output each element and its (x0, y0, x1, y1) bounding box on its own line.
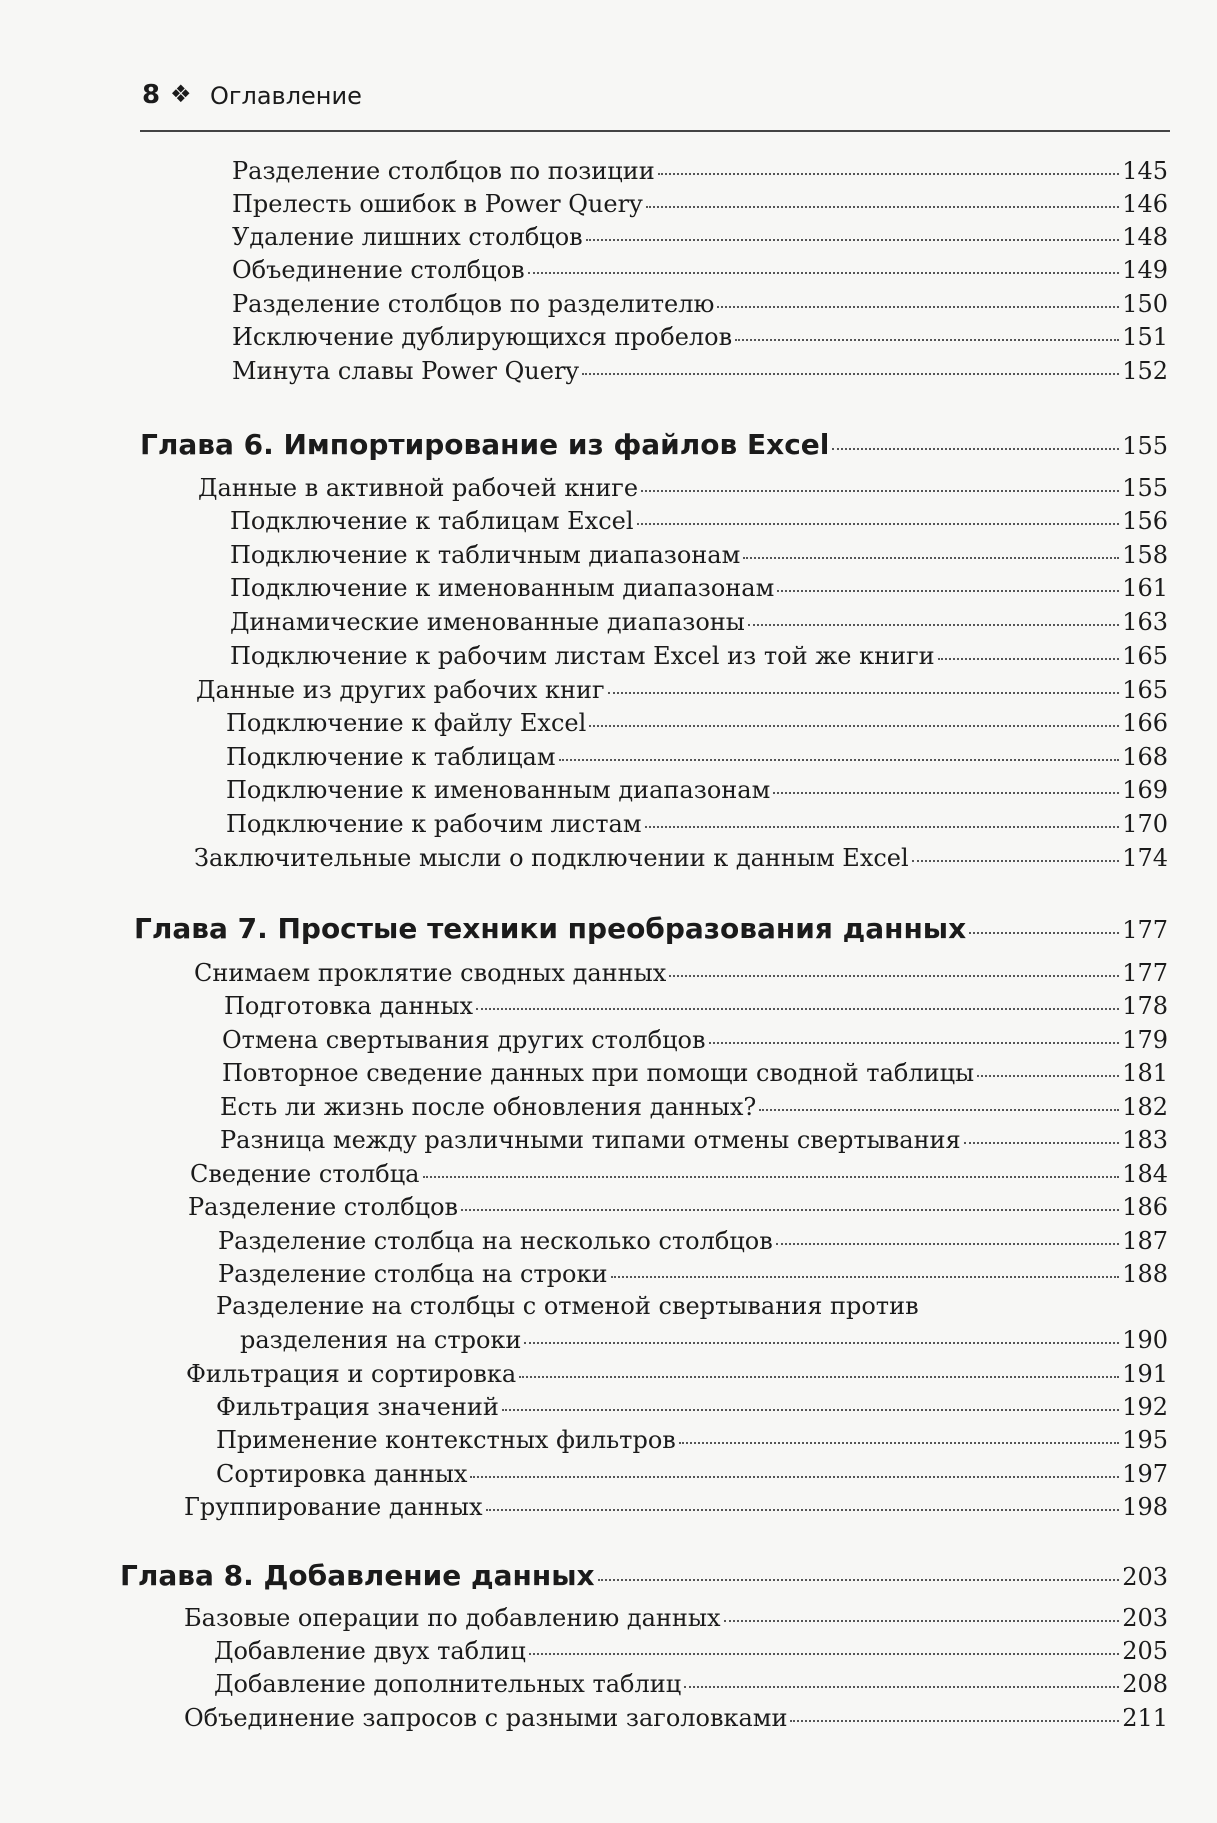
toc-entry-title: Повторное сведение данных при помощи сводной таблицы (222, 1059, 975, 1087)
dot-leader (777, 590, 1119, 592)
toc-page-number: 181 (1122, 1059, 1168, 1087)
toc-page-number: 198 (1122, 1493, 1168, 1521)
toc-page-number: 186 (1122, 1193, 1168, 1221)
toc-subsection[interactable] (218, 1259, 1168, 1289)
dot-leader (938, 658, 1120, 660)
toc-entry-title: Подключение к табличным диапазонам (230, 541, 741, 569)
toc-subsection[interactable] (216, 1425, 1168, 1455)
toc-page-number: 169 (1122, 776, 1168, 804)
toc-section[interactable] (184, 1703, 1168, 1733)
toc-subsection[interactable] (226, 775, 1168, 805)
toc-section[interactable] (194, 843, 1168, 873)
toc-section[interactable] (194, 958, 1168, 988)
dot-leader (679, 1442, 1119, 1444)
toc-subsection[interactable] (216, 1392, 1168, 1422)
toc-entry-title: Применение контекстных фильтров (216, 1426, 676, 1454)
dot-leader (637, 523, 1120, 525)
toc-subsection[interactable] (230, 540, 1168, 570)
toc-page-number: 203 (1122, 1563, 1168, 1591)
toc-subsection[interactable] (230, 573, 1168, 603)
toc-page-number: 195 (1122, 1426, 1168, 1454)
toc-subsection[interactable] (226, 742, 1168, 772)
dot-leader (964, 1142, 1119, 1144)
toc-entry-title: Подключение к именованным диапазонам (226, 776, 771, 804)
toc-entry-title: Заключительные мысли о подключении к данным Excel (194, 844, 909, 872)
toc-entry-title: Снимаем проклятие сводных данных (194, 959, 667, 987)
dot-leader (790, 1720, 1119, 1722)
toc-page-number: 150 (1122, 290, 1168, 318)
dot-leader (524, 1342, 1119, 1344)
toc-page-number: 166 (1122, 709, 1168, 737)
toc-page-number: 211 (1122, 1704, 1168, 1732)
toc-entry-title: Объединение запросов с разными заголовками (184, 1704, 788, 1732)
toc-chapter[interactable] (120, 1558, 1168, 1594)
dot-leader (598, 1579, 1120, 1581)
dot-leader (528, 272, 1120, 274)
toc-subsection[interactable] (222, 1058, 1168, 1088)
toc-subsection[interactable] (232, 255, 1168, 285)
dot-leader (476, 1008, 1119, 1010)
dot-leader (977, 1075, 1119, 1077)
toc-page-number: 165 (1122, 676, 1168, 704)
dot-leader (748, 624, 1119, 626)
toc-entry-title: Глава 7. Простые техники преобразования данных (134, 912, 967, 945)
toc-subsection[interactable] (232, 289, 1168, 319)
toc-subsection[interactable] (214, 1636, 1168, 1666)
toc-page-number: 148 (1122, 223, 1168, 251)
toc-page-number: 188 (1122, 1260, 1168, 1288)
page-number: 8 (142, 80, 161, 110)
toc-page-number: 155 (1122, 432, 1168, 460)
toc-entry-title: Подключение к файлу Excel (226, 709, 587, 737)
toc-page-number: 165 (1122, 642, 1168, 670)
toc-entry-title: Подключение к именованным диапазонам (230, 574, 775, 602)
dot-leader (969, 932, 1119, 934)
toc-page-number: 152 (1122, 357, 1168, 385)
dot-leader (519, 1376, 1119, 1378)
toc-page-number: 208 (1122, 1670, 1168, 1698)
toc-entry-title: Динамические именованные диапазоны (230, 608, 745, 636)
toc-chapter[interactable] (140, 427, 1168, 463)
toc-page-number: 182 (1122, 1093, 1168, 1121)
toc-subsection[interactable] (216, 1459, 1168, 1489)
toc-page-number: 203 (1122, 1604, 1168, 1632)
toc-entry-title: Данные в активной рабочей книге (198, 474, 639, 502)
dot-leader (589, 725, 1119, 727)
dot-leader (724, 1620, 1120, 1622)
dot-leader (735, 339, 1119, 341)
dot-leader (559, 759, 1120, 761)
dot-leader (582, 373, 1119, 375)
toc-entry-title: Подключение к таблицам Excel (230, 507, 634, 535)
toc-entry-title: Удаление лишних столбцов (232, 223, 583, 251)
toc-section[interactable] (190, 1159, 1168, 1189)
toc-page-number: 191 (1122, 1360, 1168, 1388)
toc-entry-title: Разделение столбца на строки (218, 1260, 608, 1288)
toc-section[interactable] (198, 473, 1168, 503)
toc-subsection[interactable] (230, 607, 1168, 637)
toc-subsection[interactable] (230, 641, 1168, 671)
dot-leader (709, 1042, 1120, 1044)
toc-page-number: 156 (1122, 507, 1168, 535)
toc-page-number: 149 (1122, 256, 1168, 284)
toc-page-number: 151 (1122, 323, 1168, 351)
toc-subsection[interactable] (220, 1092, 1168, 1122)
page-header (140, 70, 1170, 132)
dot-leader (773, 792, 1119, 794)
toc-page-number: 184 (1122, 1160, 1168, 1188)
dot-leader (645, 826, 1120, 828)
dot-leader (470, 1476, 1119, 1478)
toc-subsection[interactable] (222, 1025, 1168, 1055)
dot-leader (611, 1276, 1120, 1278)
toc-entry-title: Подключение к рабочим листам (226, 810, 642, 838)
toc-subsection[interactable] (224, 991, 1168, 1021)
toc-section[interactable] (196, 675, 1168, 705)
toc-page-number: 197 (1122, 1460, 1168, 1488)
toc-page-number: 179 (1122, 1026, 1168, 1054)
toc-entry-title: разделения на строки (240, 1326, 522, 1354)
toc-entry-title: Есть ли жизнь после обновления данных? (220, 1093, 757, 1121)
toc-page-number: 174 (1122, 844, 1168, 872)
toc-page-number: 177 (1122, 959, 1168, 987)
toc-page-number: 205 (1122, 1637, 1168, 1665)
toc-chapter[interactable] (134, 911, 1168, 947)
dot-leader (461, 1209, 1119, 1211)
dot-leader (658, 173, 1119, 175)
toc-page-number: 192 (1122, 1393, 1168, 1421)
dot-leader (502, 1409, 1119, 1411)
toc-entry-title: Подготовка данных (224, 992, 474, 1020)
toc-entry-title: Добавление дополнительных таблиц (214, 1670, 682, 1698)
toc-page-number: 168 (1122, 743, 1168, 771)
toc-page-number: 178 (1122, 992, 1168, 1020)
toc-subsection[interactable] (232, 156, 1168, 186)
toc-entry-title: Базовые операции по добавлению данных (184, 1604, 721, 1632)
dot-leader (669, 975, 1119, 977)
dot-leader (684, 1686, 1119, 1688)
dot-leader (486, 1509, 1120, 1511)
toc-page-number: 170 (1122, 810, 1168, 838)
toc-entry-title: Фильтрация значений (216, 1393, 499, 1421)
toc-section[interactable] (186, 1359, 1168, 1389)
toc-page-number: 163 (1122, 608, 1168, 636)
toc-subsection[interactable] (218, 1226, 1168, 1256)
toc-subsection[interactable] (232, 222, 1168, 252)
toc-entry-title: Разделение столбца на несколько столбцов (218, 1227, 773, 1255)
toc-entry-title: Группирование данных (184, 1493, 483, 1521)
dot-leader (776, 1243, 1119, 1245)
dot-leader (529, 1653, 1119, 1655)
toc-page-number: 187 (1122, 1227, 1168, 1255)
toc-entry-title: Прелесть ошибок в Power Query (232, 190, 643, 218)
toc-subsection[interactable] (226, 809, 1168, 839)
toc-entry-title: Подключение к рабочим листам Excel из той же книги (230, 642, 935, 670)
toc-section[interactable] (184, 1603, 1168, 1633)
toc-page-number: 145 (1122, 157, 1168, 185)
toc-entry-title: Разделение столбцов по позиции (232, 157, 655, 185)
dot-leader (641, 490, 1119, 492)
toc-subsection[interactable] (226, 708, 1168, 738)
toc-entry-line: Разделение на столбцы с отменой свертывания против (216, 1292, 919, 1320)
toc-page-number: 177 (1122, 916, 1168, 944)
running-title: Оглавление (210, 82, 362, 110)
toc-subsection[interactable] (230, 506, 1168, 536)
dot-leader (759, 1109, 1119, 1111)
toc-page-number: 183 (1122, 1126, 1168, 1154)
toc-entry-title: Глава 6. Импортирование из файлов Excel (140, 428, 830, 461)
toc-page-number: 158 (1122, 541, 1168, 569)
toc-page-number: 190 (1122, 1326, 1168, 1354)
dot-leader (423, 1176, 1120, 1178)
dot-leader (586, 239, 1120, 241)
toc-entry-title: Объединение столбцов (232, 256, 525, 284)
toc-subsection[interactable] (232, 189, 1168, 219)
toc-entry-title: Фильтрация и сортировка (186, 1360, 517, 1388)
toc-entry-title: Сортировка данных (216, 1460, 468, 1488)
dot-leader (608, 692, 1120, 694)
toc-subsection[interactable] (232, 322, 1168, 352)
toc-entry-title: Добавление двух таблиц (214, 1637, 526, 1665)
toc-subsection[interactable] (232, 356, 1168, 386)
toc-entry-title: Подключение к таблицам (226, 743, 556, 771)
toc-entry-title: Сведение столбца (190, 1160, 420, 1188)
toc-subsection[interactable] (220, 1125, 1168, 1155)
toc-page-number: 155 (1122, 474, 1168, 502)
dot-leader (912, 860, 1120, 862)
toc-subsection[interactable] (240, 1325, 1168, 1355)
dot-leader (646, 206, 1120, 208)
toc-entry-title: Разница между различными типами отмены свертывания (220, 1126, 961, 1154)
toc-entry-title: Глава 8. Добавление данных (120, 1559, 595, 1592)
dot-leader (832, 448, 1119, 450)
dot-leader (743, 557, 1119, 559)
toc-section[interactable] (188, 1192, 1168, 1222)
toc-entry-title: Минута славы Power Query (232, 357, 579, 385)
dot-leader (717, 306, 1119, 308)
toc-entry-title: Данные из других рабочих книг (196, 676, 605, 704)
toc-page-number: 146 (1122, 190, 1168, 218)
toc-page-number: 161 (1122, 574, 1168, 602)
toc-entry-title: Отмена свертывания других столбцов (222, 1026, 706, 1054)
four-diamond-ornament-icon: ❖ (170, 80, 192, 108)
toc-entry-title: Исключение дублирующихся пробелов (232, 323, 733, 351)
toc-entry-title: Разделение столбцов (188, 1193, 459, 1221)
toc-entry-title: Разделение столбцов по разделителю (232, 290, 715, 318)
toc-section[interactable] (184, 1492, 1168, 1522)
toc-subsection[interactable] (214, 1669, 1168, 1699)
